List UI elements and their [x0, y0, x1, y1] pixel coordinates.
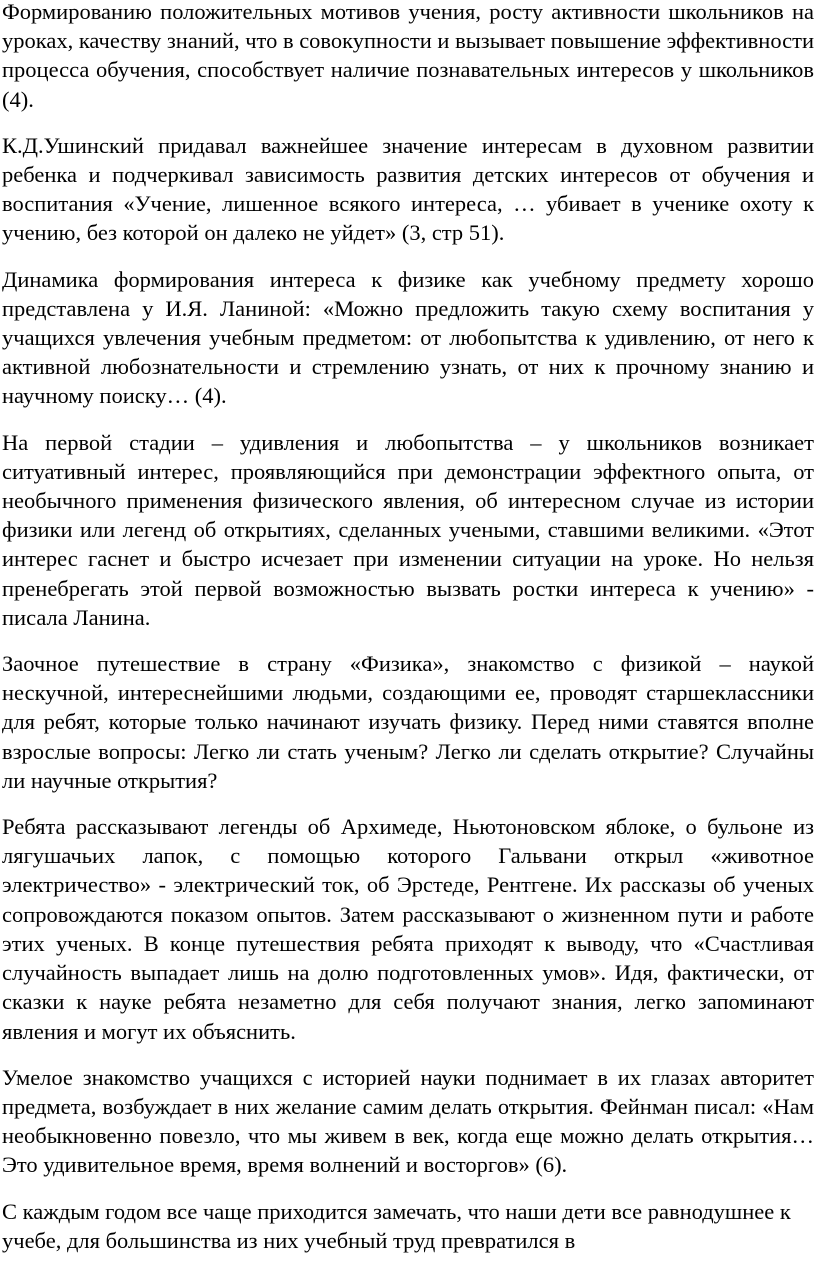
paragraph-4: На первой стадии – удивления и любопытства – у школьников возникает ситуативный интерес, проявляющийся при демонстрации эффектного опыта, от необычного применения физического явления, об интересном случае из истории физики или легенд об открытиях, сделанных учеными, ставшими великими. «Этот интерес гаснет и быстро исчезает при изменении ситуации на уроке. Но нельзя пренебрегать этой первой возможностью вызвать ростки интереса к учению» - писала Ланина.: [2, 429, 814, 630]
paragraph-7: Умелое знакомство учащихся с историей науки поднимает в их глазах авторитет предмета, возбуждает в них желание самим делать открытия. Фейнман писал: «Нам необыкновенно повезло, что мы живем в век, когда еще можно делать открытия… Это удивительное время, время волнений и восторгов» (6).: [2, 1064, 814, 1178]
paragraph-8: С каждым годом все чаще приходится замечать, что наши дети все равнодушнее к учебе, для большинства из них учебный труд превратился в: [2, 1198, 791, 1253]
paragraph-5: Заочное путешествие в страну «Физика», знакомство с физикой – наукой нескучной, интереснейшими людьми, создающими ее, проводят старшеклассники для ребят, которые только начинают изучать физику. Перед ними ставятся вполне взрослые вопросы: Легко ли стать ученым? Легко ли сделать открытие? Случайны ли научные открытия?: [2, 651, 814, 793]
paragraph-1: Формированию положительных мотивов учения, росту активности школьников на уроках, качеству знаний, что в совокупности и вызывает повышение эффективности процесса обучения, способствует наличие познавательных интересов у школьников (4).: [2, 0, 814, 112]
paragraph-2: К.Д.Ушинский придавал важнейшее значение интересам в духовном развитии ребенка и подчеркивал зависимость развития детских интересов от обучения и воспитания «Учение, лишенное всякого интереса, … убивает в ученике охоту к учению, без которой он далеко не уйдет» (3, стр 51).: [2, 132, 814, 246]
paragraph-3: Динамика формирования интереса к физике как учебному предмету хорошо представлена у И.Я. Ланиной: «Можно предложить такую схему воспитания у учащихся увлечения учебным предметом: от любопытства к удивлению, от него к активной любознательности и стремлению узнать, от них к прочному знанию и научному поиску… (4).: [2, 266, 814, 409]
paragraph-6: Ребята рассказывают легенды об Архимеде, Ньютоновском яблоке, о бульоне из лягушачьих лапок, с помощью которого Гальвани открыл «животное электричество» - электрический ток, об Эрстеде, Рентгене. Их рассказы об ученых сопровождаются показом опытов. Затем рассказывают о жизненном пути и работе этих ученых. В конце путешествия ребята приходят к выводу, что «Счастливая случайность выпадает лишь на долю подготовленных умов». Идя, фактически, от сказки к науке ребята незаметно для себя получают знания, легко запоминают явления и могут их объяснить.: [2, 814, 814, 1044]
